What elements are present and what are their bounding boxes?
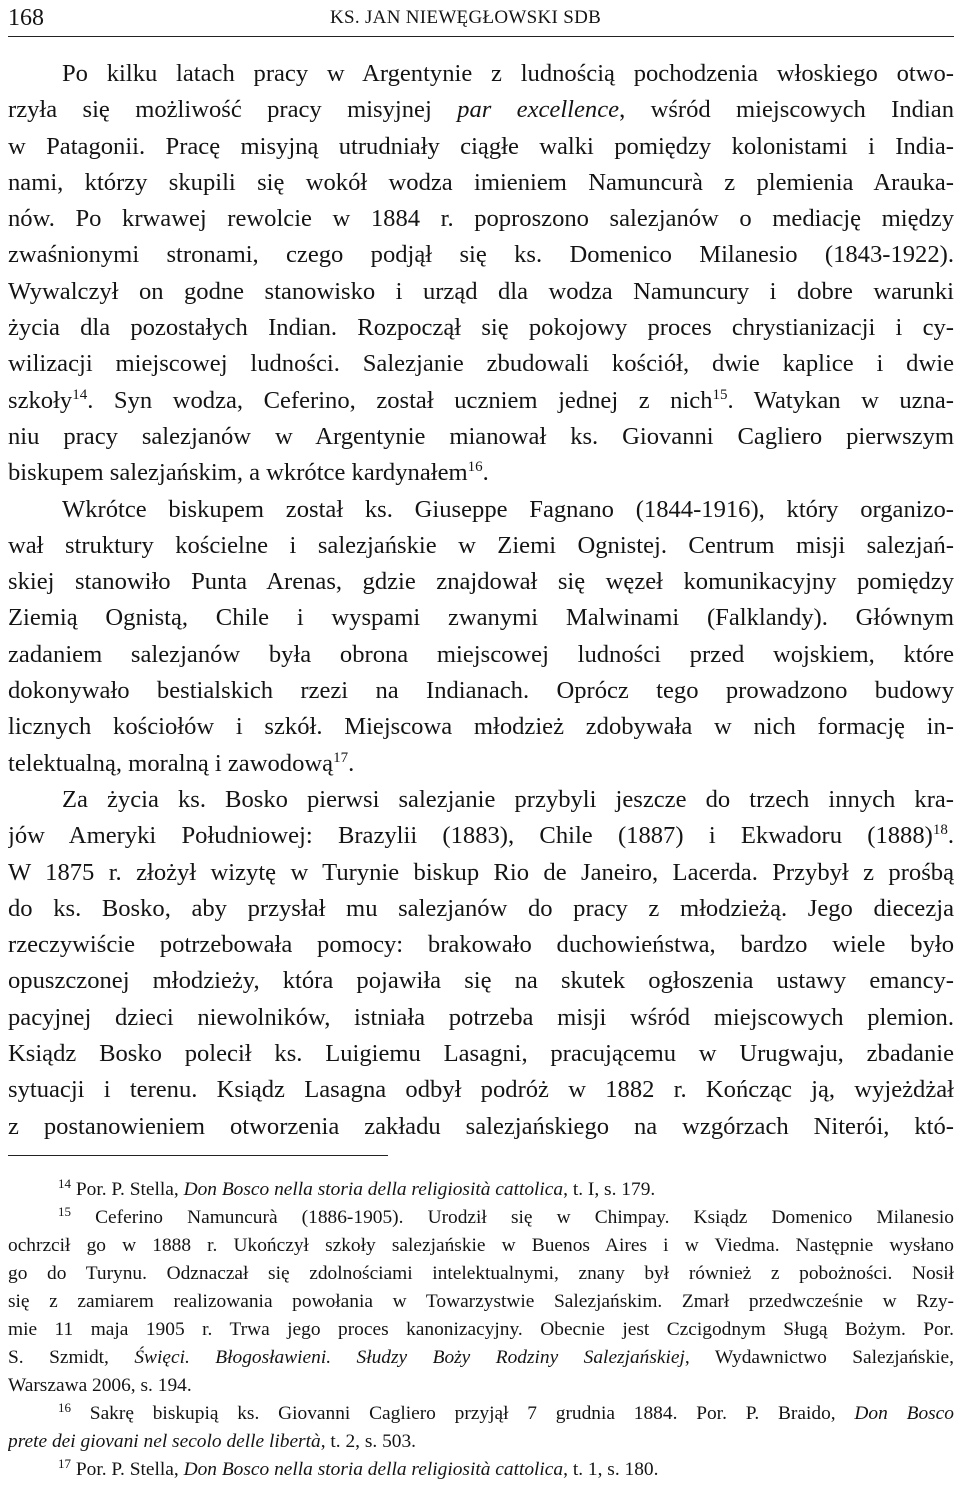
- text-run: .: [348, 749, 355, 777]
- text-line: nami, którzy skupili się wokół wodza imieniem Namuncurà z plemienia Arauka-: [8, 168, 954, 196]
- italic-title: Don Bosco nella storia della religiosità cattolica: [183, 1459, 564, 1480]
- text-line: [8, 455, 954, 491]
- text-line: z postanowieniem otworzenia zakładu salezjańskiego na wzgórzach Niterói, któ-: [8, 1112, 954, 1140]
- text-run: Por. P. Stella,: [71, 1179, 184, 1200]
- footnote-ref-15[interactable]: 15: [712, 386, 728, 403]
- text-line: zwaśnionymi stronami, czego podjął się ks. Domenico Milanesio (1843-1922).: [8, 241, 954, 269]
- footnote-ref-17[interactable]: 17: [333, 749, 349, 766]
- text-run: rzyła się możliwość pracy misyjnej: [8, 96, 458, 124]
- text-line: Wywalczył on godne stanowisko i urząd dla wodza Namuncury i dobre warunki: [8, 277, 954, 305]
- footnote-line: Warszawa 2006, s. 194.: [8, 1375, 192, 1396]
- text-line: dokonywało bestialskich rzezi na Indianach. Oprócz tego prowadzono budowy: [8, 677, 954, 705]
- text-run: jów Ameryki Południowej: Brazylii (1883), Chile (1887) i Ekwadoru (1888): [8, 822, 933, 850]
- footnote-line: [8, 1344, 954, 1372]
- text-run: szkoły: [8, 386, 73, 414]
- text-line: życia dla pozostałych Indian. Rozpoczął się pokojowy proces chrystianizacji i cy-: [8, 314, 954, 342]
- footnote-15: [8, 1204, 954, 1232]
- footnote-separator: [8, 1155, 388, 1156]
- footnote-line: [8, 1428, 954, 1456]
- footnote-line: mie 11 maja 1905 r. Trwa jego proces kanonizacyjny. Obecnie jest Czcigodnym Sługą Bożym. Por.: [8, 1319, 954, 1340]
- text-line: W 1875 r. złożył wizytę w Turynie biskup Rio de Janeiro, Lacerda. Przybył z prośbą: [8, 858, 954, 886]
- footnote-line: go do Turynu. Odznaczał się zdolnościami intelektualnymi, znany był również z pobożności. Nosił: [8, 1263, 954, 1284]
- text-line: sytuacji i terenu. Ksiądz Lasagna odbył podróż w 1882 r. Kończąc ją, wyjeżdżał: [8, 1076, 954, 1104]
- text-run: Ceferino Namuncurà (1886-1905). Urodził się w Chimpay. Ksiądz Domenico Milanesio: [71, 1207, 954, 1228]
- footnote-number: 14: [58, 1176, 71, 1191]
- text-line: w Patagonii. Pracę misyjną utrudniały ciągłe walki pomiędzy kolonistami i India-: [8, 132, 954, 160]
- text-line: wał struktury kościelne i salezjańskie w Ziemi Ognistej. Centrum misji salezjań-: [8, 531, 954, 559]
- text-line: zadaniem salezjanów była obrona miejscowej ludności przed wojskiem, które: [8, 640, 954, 668]
- text-line: [8, 92, 954, 128]
- italic-title: Don Bosco: [854, 1403, 954, 1424]
- footnote-17: [8, 1456, 954, 1484]
- footnote-line: się z zamiarem realizowania powołania w Towarzystwie Salezjańskim. Zmarł przedwcześnie w Rzy-: [8, 1291, 954, 1312]
- text-line: [8, 818, 954, 854]
- text-run: . Syn wodza, Ceferino, został uczniem jednej z nich: [87, 386, 713, 414]
- italic-phrase: par excellence: [457, 96, 620, 124]
- footnotes: [8, 1176, 954, 1484]
- text-line: Za życia ks. Bosko pierwsi salezjanie przybyli jeszcze do trzech innych kra-: [62, 785, 954, 813]
- text-run: Sakrę biskupią ks. Giovanni Cagliero przyjął 7 grudnia 1884. Por. P. Braido,: [71, 1403, 855, 1424]
- text-line: do ks. Bosko, aby przysłał mu salezjanów do pracy z młodzieżą. Jego diecezja: [8, 894, 954, 922]
- text-line: rzeczywiście potrzebowała pomocy: brakowało duchowieństwa, bardzo wiele było: [8, 931, 954, 959]
- text-run: S. Szmidt,: [8, 1347, 135, 1368]
- text-run: .: [947, 822, 954, 850]
- page-number: 168: [8, 5, 44, 31]
- text-line: nów. Po krwawej rewolcie w 1884 r. poproszono salezjanów o mediację między: [8, 205, 954, 233]
- footnote-14: [8, 1176, 954, 1204]
- italic-title: prete dei giovani nel secolo delle libertà: [8, 1431, 321, 1452]
- text-run: , t. I, s. 179.: [563, 1179, 656, 1200]
- text-run: .: [482, 459, 489, 487]
- text-line: pacyjnej dzieci niewolników, istniała potrzeba misji wśród miejscowych plemion.: [8, 1003, 954, 1031]
- text-run: biskupem salezjańskim, a wkrótce kardynałem: [8, 459, 468, 487]
- italic-title: Don Bosco nella storia della religiosità cattolica: [183, 1179, 564, 1200]
- italic-title: Święci. Błogosławieni. Słudzy Boży Rodziny Salezjańskiej: [134, 1347, 685, 1368]
- main-text: [8, 56, 954, 1145]
- text-line: [8, 746, 954, 782]
- text-run: telektualną, moralną i zawodową: [8, 749, 334, 777]
- text-line: Ziemią Ognistą, Chile i wyspami zwanymi Malwinami (Falklandy). Głównym: [8, 604, 954, 632]
- text-line: Wkrótce biskupem został ks. Giuseppe Fagnano (1844-1916), który organizo-: [62, 495, 954, 523]
- footnote-ref-14[interactable]: 14: [72, 386, 88, 403]
- text-line: opuszczonej młodzieży, która pojawiła się na skutek ogłoszenia ustawy emancy-: [8, 967, 954, 995]
- footnote-16: [8, 1400, 954, 1428]
- text-line: licznych kościołów i szkół. Miejscowa młodzież zdobywała w nich formację in-: [8, 713, 954, 741]
- text-run: Por. P. Stella,: [71, 1459, 184, 1480]
- text-line: skiej stanowiło Punta Arenas, gdzie znajdował się węzeł komunikacyjny pomiędzy: [8, 568, 954, 596]
- text-run: , t. 2, s. 503.: [320, 1431, 417, 1452]
- text-run: . Watykan w uzna-: [727, 386, 954, 414]
- running-header: [8, 2, 954, 37]
- text-run: , Wydawnictwo Salezjańskie,: [684, 1347, 954, 1368]
- text-run: , t. 1, s. 180.: [563, 1459, 659, 1480]
- footnote-number: 15: [58, 1204, 71, 1219]
- running-title: KS. JAN NIEWĘGŁOWSKI SDB: [330, 7, 602, 28]
- text-run: , wśród miejscowych Indian: [619, 96, 954, 124]
- footnote-number: 16: [58, 1400, 71, 1415]
- text-line: wilizacji miejscowej ludności. Salezjanie zbudowali kościół, dwie kaplice i dwie: [8, 350, 954, 378]
- text-line: niu pracy salezjanów w Argentynie mianował ks. Giovanni Cagliero pierwszym: [8, 422, 954, 450]
- footnote-line: ochrzcił go w 1888 r. Ukończył szkoły salezjańskie w Buenos Aires i w Viedma. Następnie wysłano: [8, 1235, 954, 1256]
- footnote-number: 17: [58, 1456, 71, 1471]
- footnote-ref-16[interactable]: 16: [467, 459, 483, 476]
- footnote-ref-18[interactable]: 18: [932, 822, 948, 839]
- text-line: Po kilku latach pracy w Argentynie z ludnością pochodzenia włoskiego otwo-: [62, 60, 954, 87]
- text-line: Ksiądz Bosko polecił ks. Luigiemu Lasagni, pracującemu w Urugwaju, zbadanie: [8, 1040, 954, 1068]
- text-line: [8, 383, 954, 419]
